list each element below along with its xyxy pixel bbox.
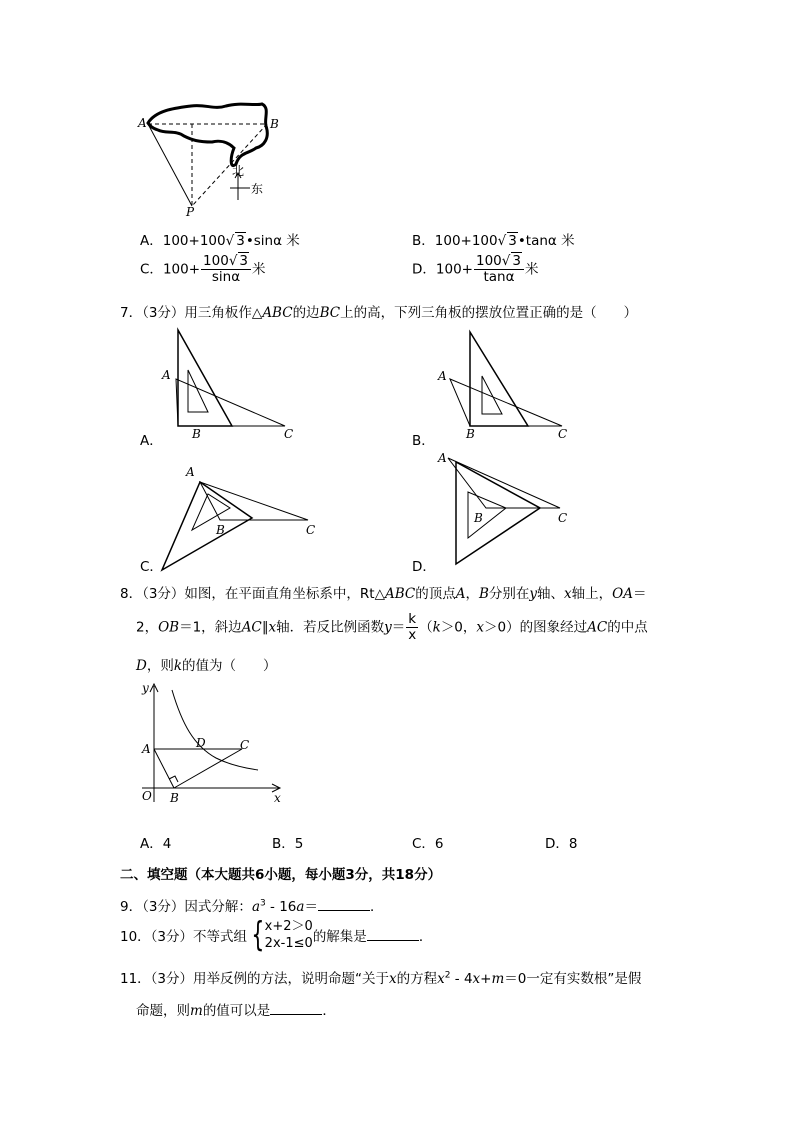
q7-option-d-letter: D． xyxy=(412,559,436,575)
q6-option-a[interactable]: A．100+100√ 3•sinα 米 xyxy=(140,233,300,249)
q8-option-c[interactable]: C．6 xyxy=(412,836,444,852)
label-c: C xyxy=(558,511,568,525)
q8-option-b[interactable]: B．5 xyxy=(272,836,304,852)
q11-line2: 命题，则m的值可以是 ． xyxy=(136,1003,336,1019)
q6-option-c[interactable]: C．100+ $\frac{100√ 3}{\sin\alpha}$ 米 xyxy=(140,253,266,285)
set-square-outer xyxy=(470,332,528,426)
label-c: C xyxy=(558,427,568,441)
q6-figure xyxy=(136,96,279,220)
q10-answer-blank[interactable] xyxy=(367,929,419,941)
q10: 10．（3分）不等式组 { x+2＞0 2x-1≤0 的解集是 ． xyxy=(120,915,433,955)
label-o: O xyxy=(142,789,152,803)
segment-bc xyxy=(174,749,242,788)
hyperbola xyxy=(172,690,258,770)
label-north: 北 xyxy=(232,164,245,178)
fraction-k-over-x: $\frac{k}{x}$ xyxy=(408,611,417,643)
q7-option-c-letter: C． xyxy=(140,559,163,575)
q8-stem-line1: 8．（3分）如图，在平面直角坐标系中，Rt△ABC的顶点A，B分别在y轴、x轴上，OA＝ xyxy=(120,586,647,602)
label-x: x xyxy=(274,791,281,805)
q7-figure-c[interactable] xyxy=(160,460,320,576)
q8-figure xyxy=(136,678,286,810)
q6-option-b[interactable]: B．100+100√ 3•tanα 米 xyxy=(412,233,575,249)
q7-figure-d[interactable] xyxy=(436,452,586,568)
label-c: C xyxy=(284,427,294,441)
label-d: D xyxy=(196,736,206,750)
label-a: A xyxy=(186,465,195,479)
q8-option-d[interactable]: D．8 xyxy=(545,836,578,852)
q7-option-a-letter: A． xyxy=(140,433,163,449)
label-b: B xyxy=(270,117,279,131)
q7-stem: 7．（3分）用三角板作△ABC的边BC上的高，下列三角板的摆放位置正确的是（ ） xyxy=(120,305,638,321)
triangle-abc xyxy=(176,379,285,426)
label-p: P xyxy=(186,205,195,219)
fraction: $\frac{100√ 3}{\tan\alpha}$ xyxy=(474,254,524,285)
label-a: A xyxy=(138,116,147,130)
q8-option-a[interactable]: A．4 xyxy=(140,836,172,852)
label-b: B xyxy=(474,511,483,525)
segment-ab xyxy=(154,749,174,788)
q11-line1: 11．（3分）用举反例的方法，说明命题“关于x的方程$x^2 - 4x+m=0$一定有实数根”是假 xyxy=(120,970,642,987)
label-b: B xyxy=(170,791,179,805)
section-title: 二、填空题（本大题共6小题，每小题3分，共18分） xyxy=(120,867,442,883)
set-square-outer xyxy=(456,462,540,564)
label-b: B xyxy=(192,427,201,441)
q7-figure-b[interactable] xyxy=(436,326,576,442)
label-c: C xyxy=(240,738,250,752)
q9: 9．（3分）因式分解：$a^3 - 16a=$ ． xyxy=(120,898,384,915)
label-b: B xyxy=(216,523,225,537)
q7-option-b-letter: B． xyxy=(412,433,435,449)
q7-figure-a[interactable] xyxy=(160,326,300,442)
brace-icon: { xyxy=(251,915,265,955)
q8-stem-line2: 2，OB＝1，斜边AC∥x轴．若反比例函数y＝ $\frac{k}{x}$ （k＞0，x＞0）的图象经过AC的中点 xyxy=(136,611,648,643)
label-east: 东 xyxy=(251,182,264,196)
q9-answer-blank[interactable] xyxy=(318,899,370,911)
label-a: A xyxy=(438,451,447,465)
label-a: A xyxy=(438,369,447,383)
label-a: A xyxy=(162,368,171,382)
fraction: $\frac{100√ 3}{\sin\alpha}$ xyxy=(201,254,251,285)
inequality-system: x+2＞0 2x-1≤0 xyxy=(264,919,313,951)
label-y: y xyxy=(142,681,149,695)
label-c: C xyxy=(306,523,316,537)
label-a: A xyxy=(142,742,151,756)
triangle-abc xyxy=(448,458,560,508)
q11-answer-blank[interactable] xyxy=(270,1003,322,1015)
triangle-abc xyxy=(450,379,562,426)
triangle-abc xyxy=(200,482,308,520)
q8-stem-line3: D，则k的值为（ ） xyxy=(136,658,277,674)
q6-option-d[interactable]: D．100+ $\frac{100√ 3}{\tan\alpha}$ 米 xyxy=(412,253,539,285)
label-b: B xyxy=(466,427,475,441)
set-square-inner xyxy=(482,376,502,414)
